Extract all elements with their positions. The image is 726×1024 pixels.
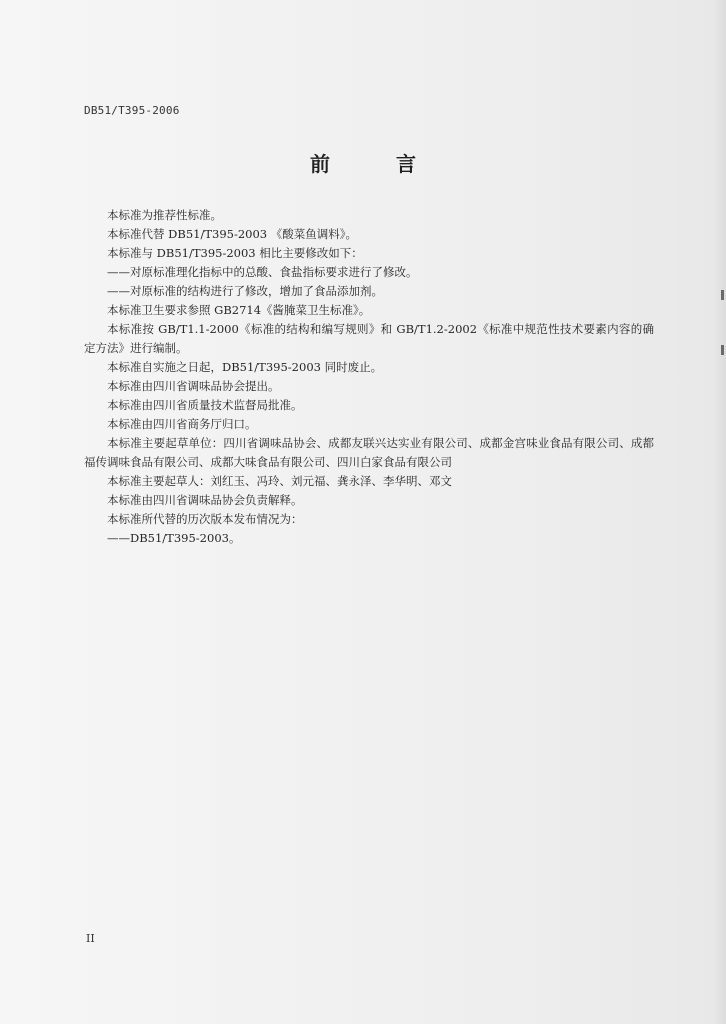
paragraph: 本标准自实施之日起，DB51/T395-2003 同时废止。 bbox=[107, 360, 383, 374]
paragraph: 本标准代替 DB51/T395-2003 《酸菜鱼调料》。 bbox=[107, 227, 358, 241]
foreword-body bbox=[84, 206, 654, 548]
paragraph: 本标准主要起草人：刘红玉、冯玲、刘元福、龚永泽、李华明、邓文 bbox=[107, 474, 452, 488]
paragraph: 本标准主要起草单位：四川省调味品协会、成都友联兴达实业有限公司、成都金宫味业食品有限公司、成都福传调味食品有限公司、成都大味食品有限公司、四川白家食品有限公司 bbox=[84, 436, 654, 469]
page-title: 前言 bbox=[310, 152, 482, 176]
scan-edge-mark bbox=[721, 290, 724, 300]
paragraph: ——对原标准理化指标中的总酸、食盐指标要求进行了修改。 bbox=[107, 265, 418, 279]
paragraph: 本标准为推荐性标准。 bbox=[107, 208, 222, 222]
scan-edge-mark bbox=[721, 345, 724, 355]
paragraph: ——对原标准的结构进行了修改，增加了食品添加剂。 bbox=[107, 284, 383, 298]
paragraph: 本标准卫生要求参照 GB2714《酱腌菜卫生标准》。 bbox=[107, 303, 371, 317]
paragraph: 本标准由四川省调味品协会提出。 bbox=[107, 379, 280, 393]
paragraph: 本标准与 DB51/T395-2003 相比主要修改如下： bbox=[107, 246, 363, 260]
paragraph: 本标准由四川省质量技术监督局批准。 bbox=[107, 398, 303, 412]
page-number: II bbox=[86, 932, 95, 945]
paragraph: 本标准由四川省商务厅归口。 bbox=[107, 417, 257, 431]
paragraph: 本标准由四川省调味品协会负责解释。 bbox=[107, 493, 303, 507]
paragraph: 本标准按 GB/T1.1-2000《标准的结构和编写规则》和 GB/T1.2-2002《标准中规范性技术要素内容的确定方法》进行编制。 bbox=[84, 322, 654, 355]
paragraph: ——DB51/T395-2003。 bbox=[107, 531, 241, 545]
document-code: DB51/T395-2006 bbox=[84, 104, 180, 117]
paragraph: 本标准所代替的历次版本发布情况为： bbox=[107, 512, 303, 526]
